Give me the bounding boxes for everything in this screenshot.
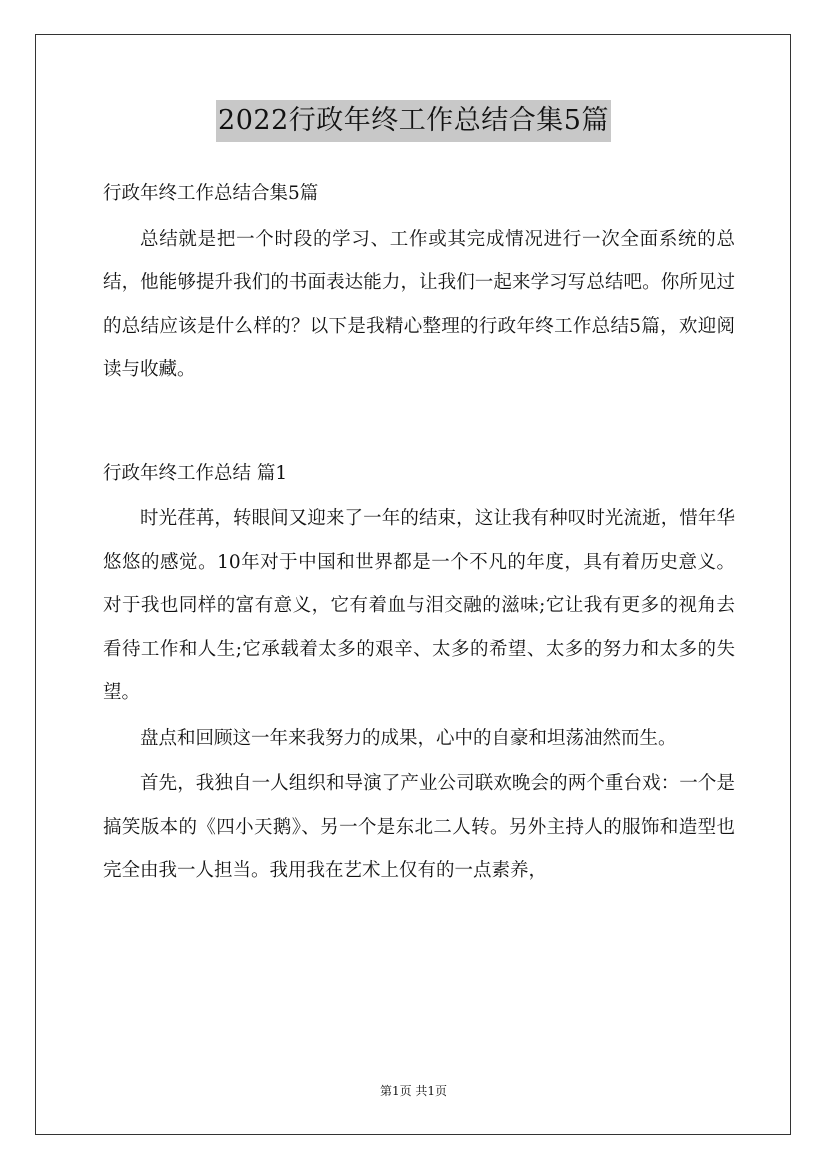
intro-paragraph: 总结就是把一个时段的学习、工作或其完成情况进行一次全面系统的总结，他能够提升我们的书面表达能力，让我们一起来学习写总结吧。你所见过的总结应该是什么样的？以下是我精心整理的行政年终工作总结5篇，欢迎阅读与收藏。 xyxy=(103,228,735,380)
body-paragraph: 时光荏苒，转眼间又迎来了一年的结束，这让我有种叹时光流逝，惜年华悠悠的感觉。10年对于中国和世界都是一个不凡的年度，具有着历史意义。对于我也同样的富有意义，它有着血与泪交融的滋味;它让我有更多的视角去看待工作和人生;它承载着太多的艰辛、太多的希望、太多的努力和太多的失望。 xyxy=(103,508,735,703)
title-container xyxy=(0,100,827,142)
document-title: 2022行政年终工作总结合集5篇 xyxy=(216,100,611,142)
section-heading: 行政年终工作总结 篇1 xyxy=(103,462,288,484)
document-body xyxy=(103,172,735,895)
page-number: 第1页 共1页 xyxy=(379,1084,448,1098)
body-paragraph: 盘点和回顾这一年来我努力的成果，心中的自豪和坦荡油然而生。 xyxy=(140,727,677,749)
body-paragraph: 首先，我独自一人组织和导演了产业公司联欢晚会的两个重台戏：一个是搞笑版本的《四小天鹅》、另一个是东北二人转。另外主持人的服饰和造型也完全由我一人担当。我用我在艺术上仅有的一点素养， xyxy=(103,773,735,881)
document-subtitle: 行政年终工作总结合集5篇 xyxy=(103,183,319,204)
page-footer xyxy=(0,1081,827,1101)
